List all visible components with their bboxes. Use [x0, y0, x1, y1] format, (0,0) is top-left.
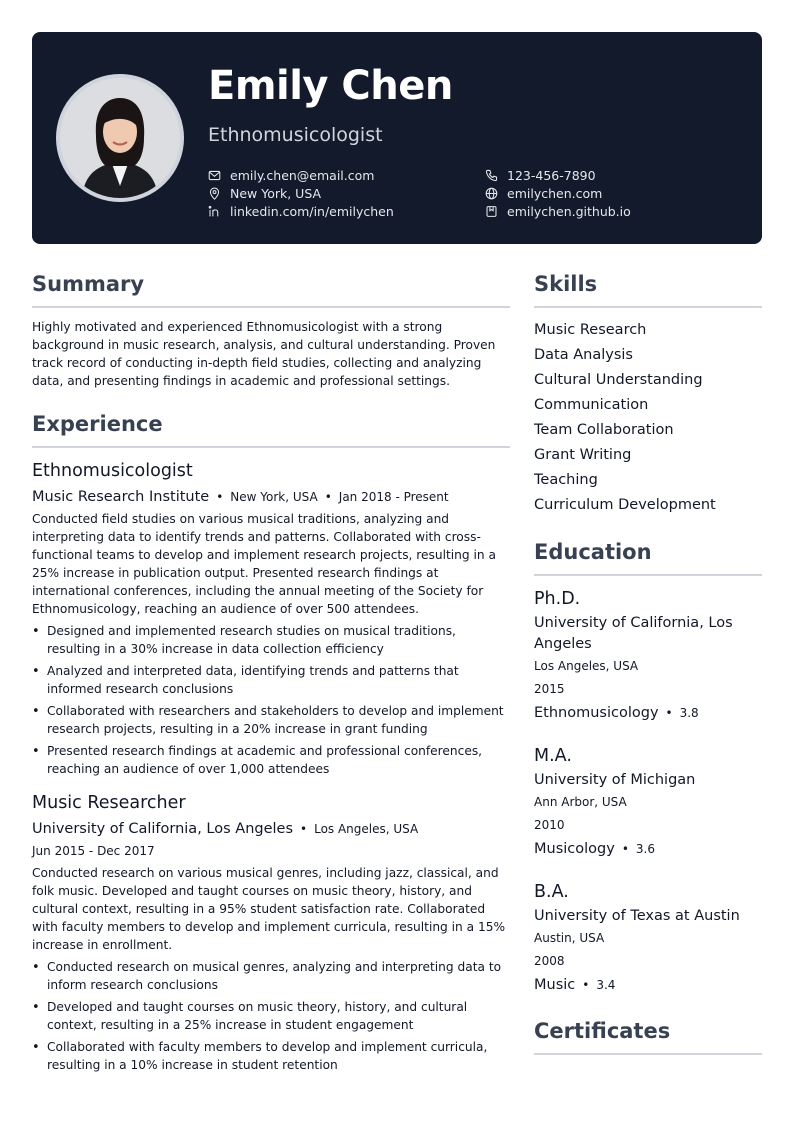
skill-item: Team Collaboration	[534, 422, 674, 438]
bookmark-icon	[485, 205, 498, 218]
section-heading-certificates: Certificates	[534, 1015, 762, 1055]
job-dates: Jun 2015 - Dec 2017	[32, 844, 155, 858]
job-role: Music Researcher	[32, 793, 186, 813]
edu-degree: Ph.D.	[534, 589, 581, 609]
linkedin-icon	[208, 205, 221, 218]
contact-github[interactable]	[485, 202, 748, 220]
edu-location: Austin, USA	[534, 931, 605, 945]
website-text: emilychen.com	[507, 185, 603, 201]
edu-gpa: 3.4	[596, 978, 616, 992]
edu-gpa: 3.8	[679, 706, 699, 720]
bullet-item: • Presented research findings at academic and professional conferences, reaching an audience of over 1,000 attendees	[32, 742, 510, 778]
side-column	[534, 268, 762, 1065]
separator-dot: •	[665, 706, 673, 720]
bullet-item: • Conducted research on musical genres, analyzing and interpreting data to inform research conclusions	[32, 958, 510, 994]
bullet-item: • Designed and implemented research studies on musical traditions, resulting in a 30% increase in data collection efficiency	[32, 622, 510, 658]
section-heading-experience: Experience	[32, 408, 510, 448]
skill-item: Teaching	[534, 472, 598, 488]
separator-dot: •	[324, 490, 332, 504]
edu-year: 2008	[534, 954, 565, 968]
skills-list	[534, 318, 762, 518]
phone-text: 123-456-7890	[507, 167, 596, 183]
edu-field-line	[534, 973, 762, 997]
skill-item: Data Analysis	[534, 347, 633, 363]
job-entry	[32, 790, 510, 1074]
bullet-item: • Collaborated with faculty members to develop and implement curricula, resulting in a 10% increase in student retention	[32, 1038, 510, 1074]
job-company: Music Research Institute	[32, 489, 210, 505]
edu-field-line	[534, 701, 762, 725]
edu-location: Ann Arbor, USA	[534, 795, 627, 809]
edu-school: University of California, Los Angeles	[534, 615, 733, 652]
education-section	[534, 536, 762, 997]
github-text: emilychen.github.io	[507, 203, 631, 219]
education-entry	[534, 586, 762, 725]
experience-section	[32, 408, 510, 1074]
contact-email[interactable]	[208, 166, 485, 184]
edu-location: Los Angeles, USA	[534, 659, 639, 673]
skill-item: Curriculum Development	[534, 497, 716, 513]
skill-item: Communication	[534, 397, 649, 413]
email-text: emily.chen@email.com	[230, 167, 375, 183]
resume-header	[32, 32, 762, 244]
job-company: University of California, Los Angeles	[32, 821, 294, 837]
edu-school: University of Texas at Austin	[534, 908, 740, 924]
separator-dot: •	[216, 490, 224, 504]
edu-field-line	[534, 837, 762, 861]
edu-degree: M.A.	[534, 746, 572, 766]
contact-list	[208, 166, 748, 220]
job-bullets	[32, 622, 510, 778]
phone-icon	[485, 169, 498, 182]
job-location: Los Angeles, USA	[314, 822, 419, 836]
job-entry	[32, 458, 510, 778]
section-heading-education: Education	[534, 536, 762, 576]
bullet-item: • Developed and taught courses on music theory, history, and cultural context, resulting in a 25% increase in student engagement	[32, 998, 510, 1034]
skill-item: Cultural Understanding	[534, 372, 703, 388]
bullet-item: • Analyzed and interpreted data, identifying trends and patterns that informed research conclusions	[32, 662, 510, 698]
linkedin-text: linkedin.com/in/emilychen	[230, 203, 394, 219]
job-bullets	[32, 958, 510, 1074]
separator-dot: •	[582, 978, 590, 992]
job-location: New York, USA	[230, 490, 318, 504]
location-pin-icon	[208, 187, 221, 200]
edu-year: 2015	[534, 682, 565, 696]
section-heading-summary: Summary	[32, 268, 510, 308]
job-description: Conducted field studies on various musical traditions, analyzing and interpreting data to identify trends and patterns. Collaborated with cross-functional teams to develop and implement research projects, resulting in a 25% increase in publication output. Presented research findings at international conferences, including the annual meeting of the Society for Ethnomusicology, reaching an audience of over 500 attendees.	[32, 512, 496, 616]
mail-icon	[208, 169, 221, 182]
skill-item: Music Research	[534, 322, 647, 338]
edu-field: Music	[534, 977, 576, 993]
education-entry	[534, 879, 762, 997]
contact-linkedin[interactable]	[208, 202, 485, 220]
profile-photo	[60, 78, 180, 198]
job-meta	[32, 818, 510, 840]
job-role: Ethnomusicologist	[32, 461, 193, 481]
education-entry	[534, 743, 762, 861]
summary-text: Highly motivated and experienced Ethnomusicologist with a strong background in music research, analysis, and cultural understanding. Proven track record of conducting in-depth field studies, collecting and analyzing data, and presenting findings in academic and professional settings.	[32, 320, 496, 388]
edu-field: Ethnomusicology	[534, 705, 659, 721]
summary-section	[32, 268, 510, 390]
job-meta	[32, 486, 510, 508]
skill-item: Grant Writing	[534, 447, 632, 463]
edu-gpa: 3.6	[635, 842, 655, 856]
section-heading-skills: Skills	[534, 268, 762, 308]
contact-location	[208, 184, 485, 202]
location-text: New York, USA	[230, 185, 322, 201]
main-column	[32, 268, 510, 1078]
edu-year: 2010	[534, 818, 565, 832]
edu-degree: B.A.	[534, 882, 569, 902]
candidate-name: Emily Chen	[208, 63, 453, 109]
separator-dot: •	[621, 842, 629, 856]
skills-section	[534, 268, 762, 518]
job-dates: Jan 2018 - Present	[338, 490, 449, 504]
contact-phone[interactable]	[485, 166, 748, 184]
edu-school: University of Michigan	[534, 772, 696, 788]
separator-dot: •	[300, 822, 308, 836]
bullet-item: • Collaborated with researchers and stakeholders to develop and implement research projects, resulting in a 20% increase in grant funding	[32, 702, 510, 738]
certificates-section	[534, 1015, 762, 1055]
edu-field: Musicology	[534, 841, 615, 857]
candidate-title: Ethnomusicologist	[208, 124, 383, 146]
avatar	[56, 74, 184, 202]
job-description: Conducted research on various musical genres, including jazz, classical, and folk music. Developed and taught courses on music theory, history, and cultural context, resulting in a 95% student satisfaction rate. Collaborated with faculty members to develop and implement curricula, resulting in a 15% increase in enrollment.	[32, 866, 506, 952]
contact-website[interactable]	[485, 184, 748, 202]
globe-icon	[485, 187, 498, 200]
